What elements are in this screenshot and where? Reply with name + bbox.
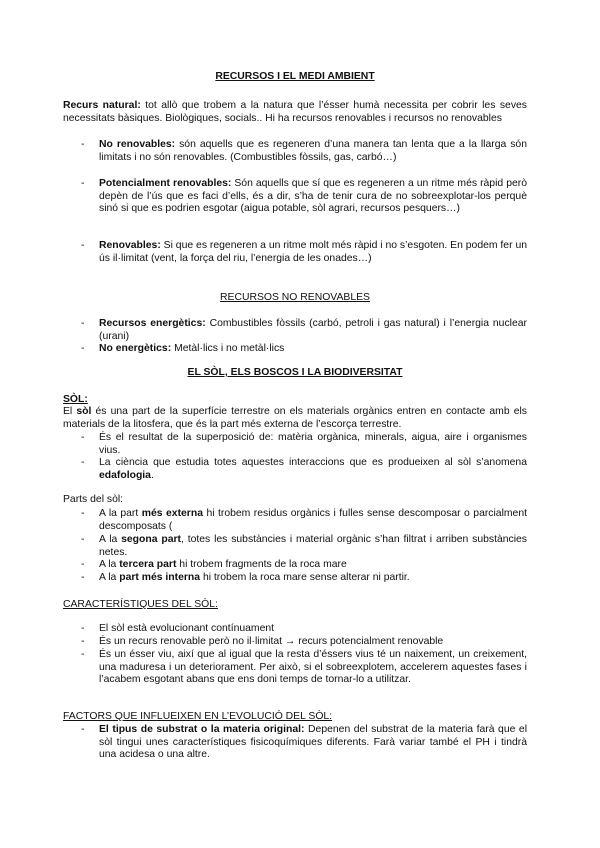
type-text: Són aquells que sí que es regeneren a un ritme més ràpid però depèn de l’ús que es faci d’ells, és a dir, s’ha de tenir cura de no sobreexplotar-los perquè sinó si que es podrien esgotar (aigua potable, sòl agrari, recursos pesquers…) <box>99 178 527 215</box>
part-term: tercera part <box>119 559 177 570</box>
sol-intro-paragraph <box>63 406 527 431</box>
non-renewable-no-energetics <box>99 343 527 356</box>
factor-term: El tipus de substrat o la materia original: <box>99 724 305 735</box>
factor-text: Depenen del substrat de la materia farà que el sòl tingui unes característiques fisicoquímiques diferents. Farà variar també el PH i tindrà una acidesa o una altre. <box>99 724 528 761</box>
part-pre: A la <box>99 572 120 583</box>
type-term: Renovables: <box>99 240 161 251</box>
non-renewable-energetics <box>99 318 527 343</box>
bullet-dash: - <box>81 343 85 354</box>
non-renewable-term: No energètics: <box>99 343 172 354</box>
bullet-dash: - <box>81 572 85 583</box>
non-renewable-text: Metàl·lics i no metàl·lics <box>171 343 285 354</box>
part-post: hi trobem residus orgànics i fulles sense descomposar o parcialment descomposats ( <box>99 508 527 532</box>
sol-b2-term: edafologia <box>99 469 151 481</box>
sol-intro-term: sòl <box>76 406 92 417</box>
part-pre: A la <box>99 534 122 545</box>
bullet-dash: - <box>81 623 85 634</box>
caracteristica-item: És un recurs renovable però no il·limitat → recurs potencialment renovable <box>99 636 444 647</box>
type-text: Si que es regeneren a un ritme molt més ràpid i no s’esgoten. En podem fer un ús il·limitat (vent, la força del riu, l’energia de les onades…) <box>99 240 527 264</box>
type-text: són aquells que es regeneren d’una manera tan lenta que a la llarga són limitats i no són renovables. (Combustibles fòssils, gas, carbó…) <box>99 139 527 163</box>
sol-bullet-resultat: És el resultat de la superposició de: matèria orgànica, minerals, aigua, aire i organismes vius. <box>99 432 527 456</box>
bullet-dash: - <box>81 432 85 443</box>
part-post: hi trobem la roca mare sense alterar ni partir. <box>200 572 410 583</box>
part-tercera <box>99 559 527 572</box>
part-segona <box>99 534 527 559</box>
title-sol-boscos-biodiversitat: EL SÒL, ELS BOSCOS I LA BIODIVERSITAT <box>187 367 403 378</box>
part-post: hi trobem fragments de la roca mare <box>176 559 347 570</box>
part-pre: A la <box>99 559 120 570</box>
part-mes-externa <box>99 508 527 533</box>
bullet-dash: - <box>81 318 85 329</box>
part-term: més externa <box>141 508 203 519</box>
bullet-dash: - <box>81 508 85 519</box>
part-mes-interna <box>99 572 527 585</box>
factors-heading: FACTORS QUE INFLUEIXEN EN L’EVOLUCIÓ DEL SÒL: <box>63 711 333 722</box>
sol-bullet-edafologia <box>99 457 527 482</box>
bullet-dash: - <box>81 457 85 468</box>
factor-tipus-substrat <box>99 724 527 762</box>
part-term: segona part <box>121 534 181 545</box>
bullet-dash: - <box>81 534 85 545</box>
part-post: , totes les substàncies i material orgànic s’han filtrat i arriben substàncies netes. <box>99 534 528 558</box>
sol-intro-pre: El <box>63 406 77 417</box>
sol-intro-post: és una part de la superfície terrestre on els materials orgànics entren en contacte amb els materials de la litosfera, que és la part més externa de l’escorça terrestre. <box>63 406 527 430</box>
parts-heading: Parts del sòl: <box>63 494 124 505</box>
bullet-dash: - <box>81 178 85 189</box>
caracteristica-item: És un ésser viu, així que al igual que la resta d’éssers vius té un naixement, un creixement, una maduresa i un deteriorament. Per això, si el sobreexplotem, accelerem aquestes fases i l’acabem esgotant abans que ens doni temps de tornar-lo a utilitzar. <box>99 649 527 686</box>
type-potencialment-renovables <box>99 178 527 216</box>
title-recursos-no-renovables: RECURSOS NO RENOVABLES <box>220 292 370 303</box>
sol-heading: SÒL: <box>63 394 88 405</box>
recurs-natural-term: Recurs natural: <box>63 100 141 111</box>
caracteristica-item: El sòl està evolucionant contínuament <box>99 623 275 634</box>
caracteristiques-heading: CARACTERÍSTIQUES DEL SÒL: <box>63 599 218 610</box>
type-no-renovables <box>99 139 527 164</box>
part-pre: A la part <box>99 508 142 519</box>
type-term: No renovables: <box>99 139 176 150</box>
bullet-dash: - <box>81 139 85 150</box>
bullet-dash: - <box>81 559 85 570</box>
sol-b2-post: . <box>150 469 154 481</box>
bullet-dash: - <box>81 636 85 647</box>
bullet-dash: - <box>81 240 85 251</box>
part-term: part més interna <box>119 572 201 583</box>
type-term: Potencialment renovables: <box>99 178 232 189</box>
sol-b2-pre: La ciència que estudia totes aquestes interaccions que es produeixen al sòl s’anomena <box>99 457 527 468</box>
bullet-dash: - <box>81 724 85 735</box>
non-renewable-text: Combustibles fòssils (carbó, petroli i gas natural) i l’energia nuclear (urani) <box>99 318 527 342</box>
non-renewable-term: Recursos energètics: <box>99 318 206 329</box>
title-recursos-medi-ambient: RECURSOS I EL MEDI AMBIENT <box>215 71 375 82</box>
type-renovables <box>99 240 527 265</box>
recurs-natural-paragraph <box>63 100 527 125</box>
bullet-dash: - <box>81 649 85 660</box>
recurs-natural-text: tot allò que trobem a la natura que l’ésser humà necessita per cobrir les seves necessitats bàsiques. Biològiques, socials.. Hi ha recursos renovables i recursos no renovables <box>63 100 527 124</box>
